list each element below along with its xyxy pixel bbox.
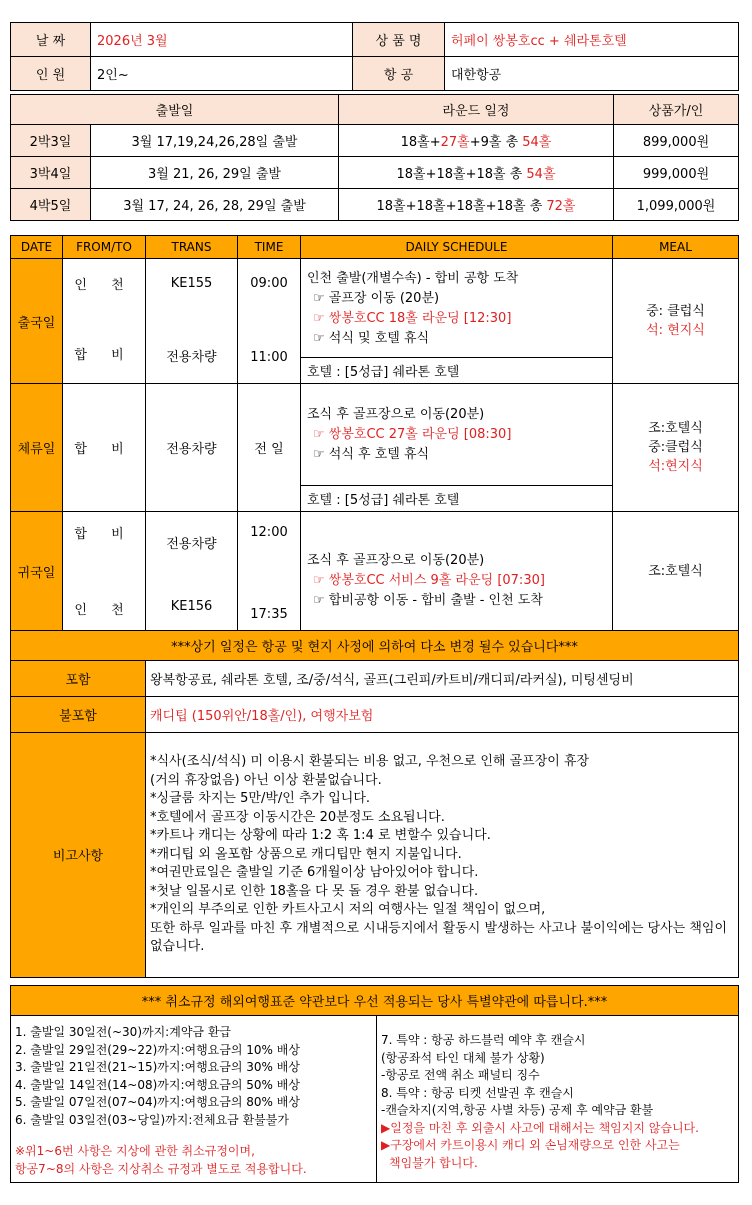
price: 999,000원 [614, 157, 739, 189]
col-trans: TRANS [146, 236, 238, 259]
remark-line: *여권만료일은 출발일 기준 6개월이상 남아있어야 합니다. [150, 865, 479, 880]
cancel-title: *** 취소규정 해외여행표준 약관보다 우선 적용되는 당사 특별약관에 따릅니다.*** [11, 986, 739, 1016]
remark-line: 또한 하루 일과를 마친 후 개별적으로 시내등지에서 활동시 발생하는 사고나 불이익에는 당사는 책임이 없습니다. [150, 920, 728, 954]
cancel-rule: 8. 특약 : 항공 티켓 선발권 후 캔슬시 [381, 1085, 574, 1100]
day-stay: 체류일 [11, 384, 63, 512]
remark-line: *첫날 일몰시로 인한 18홀을 다 못 돌 경우 환불 없습니다. [150, 883, 479, 899]
airline-value: 대한항공 [445, 57, 739, 91]
day-departure: 출국일 [11, 259, 63, 384]
remark-line: *호텔에서 골프장 이동시간은 20분정도 소요됩니다. [150, 809, 445, 825]
product-table [10, 94, 739, 221]
time: 전 일 [238, 384, 301, 512]
cancel-warning: ▶구장에서 카트이용시 캐디 외 손님재량으로 인한 사고는 [381, 1138, 680, 1152]
cancel-warning: ▶일정을 마친 후 외출시 사고에 대해서는 책임지지 않습니다. [381, 1120, 699, 1135]
cancel-rule: 2. 출발일 29일전(29~22)까지:여행요금의 10% 배상 [15, 1042, 300, 1057]
day-return: 귀국일 [11, 512, 63, 631]
schedule-line: ☞ 석식 및 호텔 휴식 [313, 331, 430, 346]
cancel-rule: 5. 출발일 07일전(07~04)까지:여행요금의 80% 배상 [15, 1095, 300, 1109]
schedule-notice: ***상기 일정은 항공 및 현지 사정에 의하여 다소 변경 될수 있습니다*** [11, 631, 739, 661]
cancel-note: 항공7~8의 사항은 지상취소 규정과 별도로 적용합니다. [15, 1161, 307, 1176]
from-city: 합 비 [74, 526, 134, 542]
header-departure: 출발일 [11, 95, 339, 125]
time: 11:00 [250, 349, 288, 365]
cancel-table [10, 985, 739, 1183]
duration: 4박5일 [11, 189, 91, 221]
remarks-label: 비고사항 [11, 733, 146, 978]
meal: 석: 현지식 [646, 323, 705, 338]
remarks-list [146, 733, 739, 978]
meal: 석:현지식 [648, 459, 703, 474]
col-date: DATE [11, 236, 63, 259]
flight-no: KE156 [170, 598, 213, 614]
round-schedule: 18홀+18홀+18홀+18홀 총 72홀 [339, 189, 614, 221]
transport: 전용차량 [166, 536, 217, 552]
remark-line: (거의 휴장없음) 아닌 이상 환불없습니다. [150, 772, 382, 788]
product-row [11, 189, 739, 221]
header-round: 라운드 일정 [339, 95, 614, 125]
cancel-warning: 책임불가 합니다. [389, 1155, 478, 1170]
to-city: 합 비 [74, 347, 134, 363]
cancel-rule: 7. 특약 : 항공 하드블럭 예약 후 캔슬시 [381, 1033, 586, 1047]
cancel-rule: -항공로 전액 취소 패널티 징수 [381, 1068, 540, 1082]
duration: 2박3일 [11, 125, 91, 157]
time: 17:35 [250, 606, 288, 622]
col-fromto: FROM/TO [63, 236, 146, 259]
airline-label: 항 공 [353, 57, 445, 91]
col-time: TIME [238, 236, 301, 259]
schedule-line: ☞ 쌍봉호CC 27홀 라운딩 [08:30] [313, 427, 512, 443]
schedule-line: 조식 후 골프장으로 이동(20분) [307, 407, 485, 423]
remark-line: *카트나 캐디는 상황에 따라 1:2 혹 1:4 로 변할수 있습니다. [150, 828, 491, 843]
time: 12:00 [250, 524, 288, 540]
remark-line: *개인의 부주의로 인한 카트사고시 저의 여행사는 일절 책임이 없으며, [150, 902, 546, 917]
info-table [10, 22, 739, 91]
product-row [11, 125, 739, 157]
included-value: 왕복항공료, 쉐라톤 호텔, 조/중/석식, 골프(그린피/카트비/캐디피/라커실), 미팅센딩비 [146, 661, 739, 697]
meal: 조:호텔식 [613, 512, 739, 631]
price: 1,099,000원 [614, 189, 739, 221]
product-value: 허페이 쌍봉호cc + 쉐라톤호텔 [445, 23, 739, 57]
transport: 전용차량 [146, 384, 238, 512]
from-city: 인 천 [74, 277, 134, 293]
dates: 3월 17, 24, 26, 28, 29일 출발 [91, 189, 339, 221]
schedule-line: ☞ 석식 후 호텔 휴식 [313, 447, 430, 463]
schedule-table [10, 235, 739, 978]
remark-line: *식사(조식/석식) 미 이용시 환불되는 비용 없고, 우천으로 인해 골프장이 휴장 [150, 754, 590, 769]
cancel-rule: 3. 출발일 21일전(21~15)까지:여행요금의 30% 배상 [15, 1060, 300, 1074]
col-schedule: DAILY SCHEDULE [301, 236, 613, 259]
dates: 3월 17,19,24,26,28일 출발 [91, 125, 339, 157]
people-value: 2인~ [91, 57, 353, 91]
to-city: 인 천 [74, 602, 134, 618]
product-label: 상 품 명 [353, 23, 445, 57]
meal: 중: 클럽식 [646, 304, 705, 319]
meal: 조:호텔식 [648, 421, 703, 436]
time: 09:00 [250, 275, 288, 291]
flight-no: KE155 [170, 275, 213, 291]
col-meal: MEAL [613, 236, 739, 259]
meal: 중:클럽식 [648, 440, 703, 455]
excluded-label: 불포함 [11, 697, 146, 733]
dates: 3월 21, 26, 29일 출발 [91, 157, 339, 189]
transport: 전용차량 [166, 349, 217, 365]
cancel-note: ※위1~6번 사항은 지상에 관한 취소규정이며, [15, 1144, 255, 1158]
schedule-line: 인천 출발(개별수속) - 합비 공항 도착 [307, 271, 519, 286]
round-schedule: 18홀+27홀+9홀 총 54홀 [339, 125, 614, 157]
schedule-line: ☞ 합비공항 이동 - 합비 출발 - 인천 도착 [313, 593, 543, 608]
cancel-rule: 4. 출발일 14일전(14~08)까지:여행요금의 50% 배상 [15, 1077, 300, 1092]
city: 합 비 [74, 442, 134, 457]
hotel-info: 호텔 : [5성급] 쉐라톤 호텔 [301, 485, 613, 511]
included-label: 포함 [11, 661, 146, 697]
product-row [11, 157, 739, 189]
header-price: 상품가/인 [614, 95, 739, 125]
cancel-rule: -캔슬차지(지역,항공 사별 차등) 공제 후 예약금 환불 [381, 1103, 654, 1117]
duration: 3박4일 [11, 157, 91, 189]
schedule-line: ☞ 쌍봉호CC 서비스 9홀 라운딩 [07:30] [313, 573, 545, 588]
round-schedule: 18홀+18홀+18홀 총 54홀 [339, 157, 614, 189]
excluded-value: 캐디팁 (150위안/18홀/인), 여행자보험 [146, 697, 739, 733]
cancel-rule: 6. 출발일 03일전(03~당일)까지:전체요금 환불불가 [15, 1112, 289, 1127]
price: 899,000원 [614, 125, 739, 157]
cancel-rule: 1. 출발일 30일전(~30)까지:계약금 환급 [15, 1025, 231, 1039]
schedule-line: ☞ 골프장 이동 (20분) [313, 291, 440, 306]
cancel-right [377, 1016, 739, 1183]
date-label: 날 짜 [11, 23, 91, 57]
remark-line: *싱글룸 차지는 5만/박/인 추가 입니다. [150, 791, 371, 806]
cancel-left [11, 1016, 377, 1183]
remark-line: *캐디팁 외 올포함 상품으로 캐디팁만 현지 지불입니다. [150, 846, 462, 862]
cancel-rule: (항공좌석 타인 대체 불가 상황) [381, 1050, 545, 1065]
people-label: 인 원 [11, 57, 91, 91]
schedule-line: ☞ 쌍봉호CC 18홀 라운딩 [12:30] [313, 311, 512, 326]
hotel-info: 호텔 : [5성급] 쉐라톤 호텔 [301, 358, 613, 384]
date-value: 2026년 3월 [91, 23, 353, 57]
schedule-line: 조식 후 골프장으로 이동(20분) [307, 553, 485, 568]
